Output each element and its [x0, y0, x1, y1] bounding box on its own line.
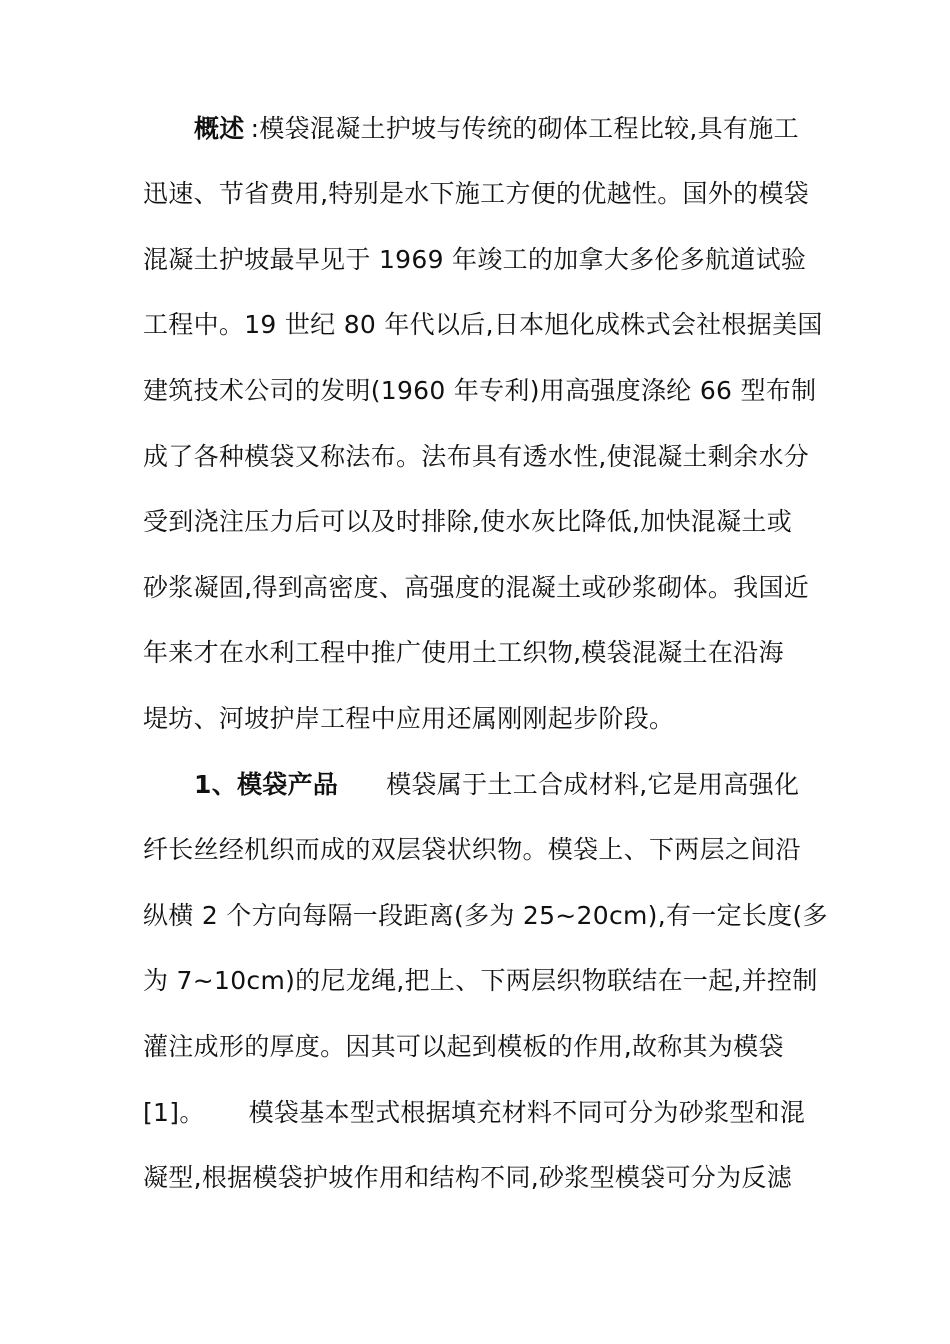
paragraph-1-line-4: 工程中。19 世纪 80 年代以后,日本旭化成株式会社根据美国: [143, 310, 823, 339]
paragraph-2-heading: 1、模袋产品: [194, 770, 339, 799]
paragraph-1-line-5: 建筑技术公司的发明(1960 年专利)用高强度涤纶 66 型布制: [143, 376, 817, 405]
paragraph-1-line-2: 迅速、节省费用,特别是水下施工方便的优越性。国外的模袋: [143, 179, 810, 208]
paragraph-1-line-3: 混凝土护坡最早见于 1969 年竣工的加拿大多伦多航道试验: [143, 245, 807, 274]
paragraph-1-line-1: [194, 112, 799, 146]
paragraph-1-line-9: 年来才在水利工程中推广使用土工织物,模袋混凝土在沿海: [143, 638, 784, 667]
paragraph-2-line-2: 纤长丝经机织而成的双层袋状织物。模袋上、下两层之间沿: [143, 835, 801, 864]
paragraph-1-line-7: 受到浇注压力后可以及时排除,使水灰比降低,加快混凝土或: [143, 507, 792, 536]
paragraph-1-text: :模袋混凝土护坡与传统的砌体工程比较,具有施工: [250, 114, 799, 143]
paragraph-1-heading: 概述: [194, 114, 245, 143]
paragraph-2-line-1: [194, 768, 799, 802]
paragraph-1-line-8: 砂浆凝固,得到高密度、高强度的混凝土或砂浆砌体。我国近: [143, 573, 810, 602]
paragraph-2-line-3: 纵横 2 个方向每隔一段距离(多为 25~20cm),有一定长度(多: [143, 901, 828, 930]
paragraph-1-line-10: 堤坊、河坡护岸工程中应用还属刚刚起步阶段。: [143, 704, 675, 733]
paragraph-2-text: 模袋属于土工合成材料,它是用高强化: [386, 770, 800, 799]
paragraph-2-continuation: 模袋基本型式根据填充材料不同可分为砂浆型和混: [248, 1098, 806, 1127]
paragraph-2-line-6: [143, 1096, 805, 1130]
paragraph-2-line-5: 灌注成形的厚度。因其可以起到模板的作用,故称其为模袋: [143, 1032, 784, 1061]
paragraph-2-line-4: 为 7~10cm)的尼龙绳,把上、下两层织物联结在一起,并控制: [143, 966, 818, 995]
paragraph-2-line-7: 凝型,根据模袋护坡作用和结构不同,砂浆型模袋可分为反滤: [143, 1163, 792, 1192]
citation-marker: [1]。: [143, 1098, 205, 1127]
paragraph-1-line-6: 成了各种模袋又称法布。法布具有透水性,使混凝土剩余水分: [143, 442, 810, 471]
